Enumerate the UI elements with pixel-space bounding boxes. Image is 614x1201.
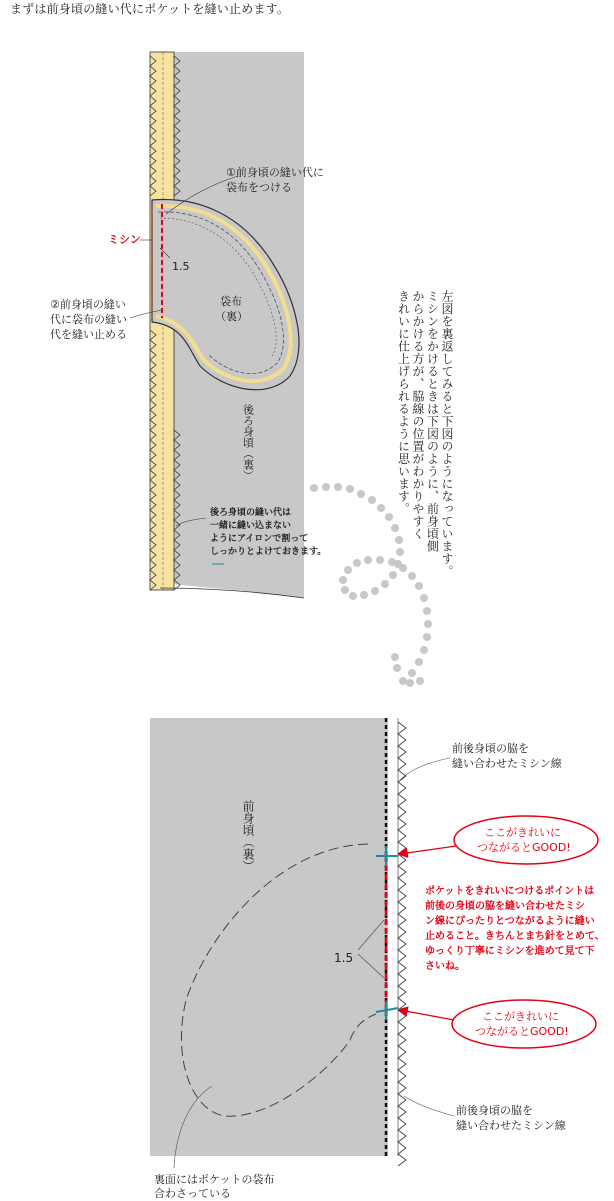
machine-label: ミシン	[108, 233, 141, 246]
back-note-line4: しっかりとよけておきます。	[210, 547, 327, 557]
bottom-diagram	[150, 718, 605, 1200]
point-note-line1: ポケットをきれいにつけるポイントは	[425, 886, 595, 897]
good-bubble-top	[454, 816, 598, 864]
good-bubble-bottom-line2: つながるとGOOD!	[475, 1025, 569, 1038]
vertical-note-line3: からかける方が、脇線の位置がわかりやすく	[411, 290, 425, 540]
front-body-panel	[150, 718, 388, 1156]
top-measure: 1.5	[172, 260, 190, 273]
intro-text: まずは前身頃の縫い代にポケットを縫い止めます。	[10, 2, 290, 16]
pocket-caption-2: 合わさっている	[154, 1187, 231, 1200]
seam-label-top-2: 縫い合わせたミシン線	[452, 757, 562, 770]
vertical-note	[396, 290, 454, 600]
good-bubble-top-line2: つながるとGOOD!	[477, 841, 571, 854]
step1-line1: ①前身頃の縫い代に	[226, 166, 324, 179]
point-note-line3: ン線にぴったりとつながるように縫い	[425, 916, 595, 927]
point-note-line5: ゆっくり丁寧にミシンを進めて見て下	[425, 946, 595, 957]
bottom-measure: 1.5	[334, 951, 354, 965]
step1-line2: 袋布をつける	[226, 181, 292, 194]
back-note-line3: ようにアイロンで割って	[210, 534, 309, 544]
step2-line2: 代に袋布の縫い	[50, 313, 127, 326]
point-note	[425, 884, 605, 972]
pocket-label-line2: （裏）	[215, 310, 248, 323]
vertical-note-line1: 左図を裏返してみると下図のようになっています。	[440, 290, 454, 578]
pocket-label-line1: 袋布	[220, 295, 242, 308]
seam-label-bottom-1: 前後身頃の脇を	[456, 1104, 533, 1117]
good-bubble-bottom	[452, 1000, 596, 1048]
seam-label-top-1: 前後身頃の脇を	[452, 742, 529, 755]
point-note-line6: さいね。	[425, 961, 465, 972]
point-note-line4: 止めること。きちんとまち針をとめて、	[425, 931, 605, 942]
vertical-note-line4: きれいに仕上げられるように思います。	[396, 290, 411, 515]
good-bubble-bottom-line1: ここがきれいに	[482, 1010, 559, 1023]
vertical-note-line2: ミシンをかけるときは下図のように、前身頃側	[425, 290, 440, 553]
front-body-label: 前身頃（裏）	[241, 800, 255, 872]
step2-line1: ②前身頃の縫い	[50, 298, 126, 311]
pocket-caption-1: 裏面にはポケットの袋布	[154, 1173, 275, 1186]
step2-line3: 代を縫い止める	[50, 328, 127, 341]
seam-label-bottom-2: 縫い合わせたミシン線	[456, 1119, 566, 1132]
back-note-line2: 一緒に縫い込まない	[210, 521, 292, 531]
point-note-line2: 前後の身頃の脇を縫い合わせたミシ	[425, 901, 585, 912]
back-note-line1: 後ろ身頃の縫い代は	[210, 508, 292, 518]
back-body-label: 後ろ身頃（裏）	[241, 404, 255, 481]
top-diagram	[50, 52, 326, 598]
good-bubble-top-line1: ここがきれいに	[484, 826, 561, 839]
